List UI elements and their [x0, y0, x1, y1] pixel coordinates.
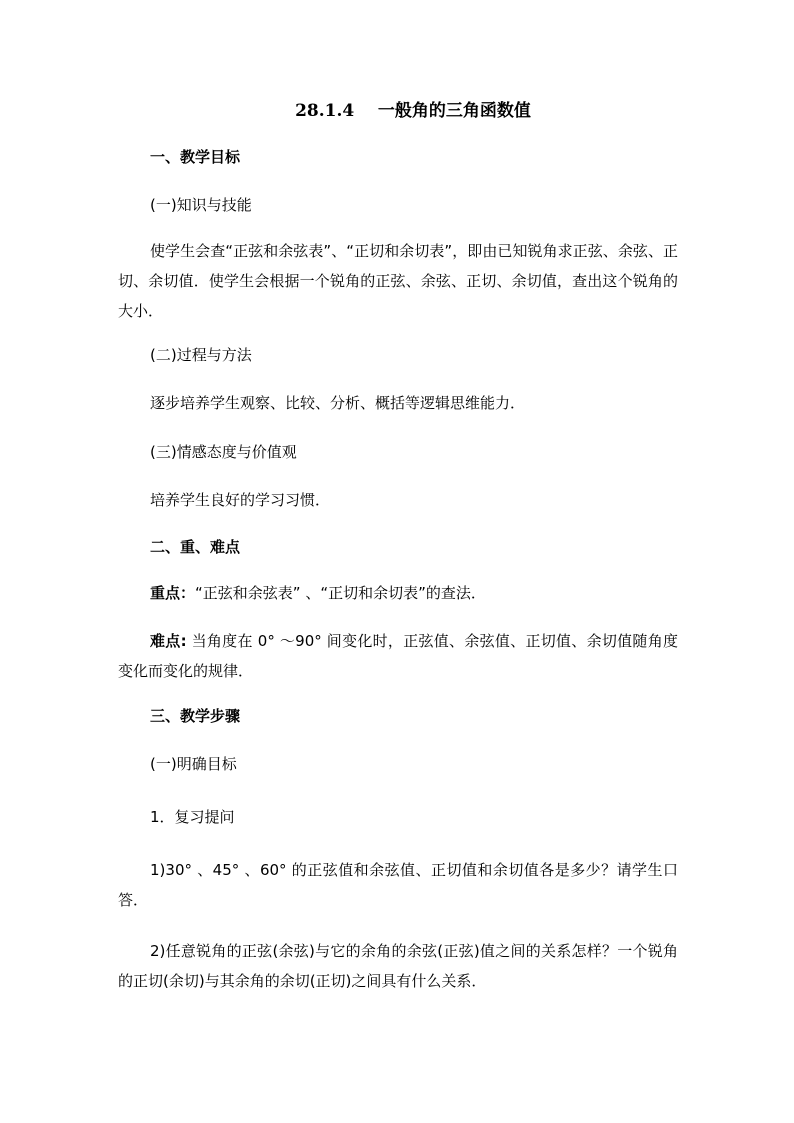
question-2: 2)任意锐角的正弦(余弦)与它的余角的余弦(正弦)值之间的关系怎样？一个锐角的正切(余切)与其余角的余切(正切)之间具有什么关系． [118, 942, 678, 990]
question-1: 1)30° 、45° 、60° 的正弦值和余弦值、正切值和余切值各是多少？请学生口答． [118, 861, 678, 909]
key-point-label: 重点： [150, 584, 196, 602]
difficult-point-paragraph [118, 626, 678, 686]
difficult-point-body: 当角度在 0° ～90° 间变化时，正弦值、余弦值、正切值、余切值随角度变化而变化的规律． [118, 632, 678, 680]
key-point-body: “正弦和余弦表” 、“正切和余切表”的查法． [195, 584, 486, 602]
review-heading: 1．复习提问 [150, 808, 235, 826]
objectives-heading: 一、教学目标 [150, 148, 241, 166]
process-heading: (二)过程与方法 [150, 346, 252, 364]
key-difficult-heading: 二、重、难点 [150, 538, 241, 556]
knowledge-heading: (一)知识与技能 [150, 196, 252, 214]
emotion-heading: (三)情感态度与价值观 [150, 443, 297, 461]
page-title: 28.1.4 一般角的三角函数值 [295, 101, 531, 121]
process-body: 逐步培养学生观察、比较、分析、概括等逻辑思维能力． [150, 394, 526, 412]
emotion-body: 培养学生良好的学习习惯． [150, 491, 331, 509]
clarify-goal-heading: (一)明确目标 [150, 755, 237, 773]
difficult-point-label: 难点: [150, 632, 187, 650]
knowledge-body: 使学生会查“正弦和余弦表”、“正切和余切表”，即由已知锐角求正弦、余弦、正切、余切值．使学生会根据一个锐角的正弦、余弦、正切、余切值，查出这个锐角的大小． [118, 242, 678, 320]
key-point-paragraph [118, 578, 678, 608]
teaching-steps-heading: 三、教学步骤 [150, 707, 241, 725]
